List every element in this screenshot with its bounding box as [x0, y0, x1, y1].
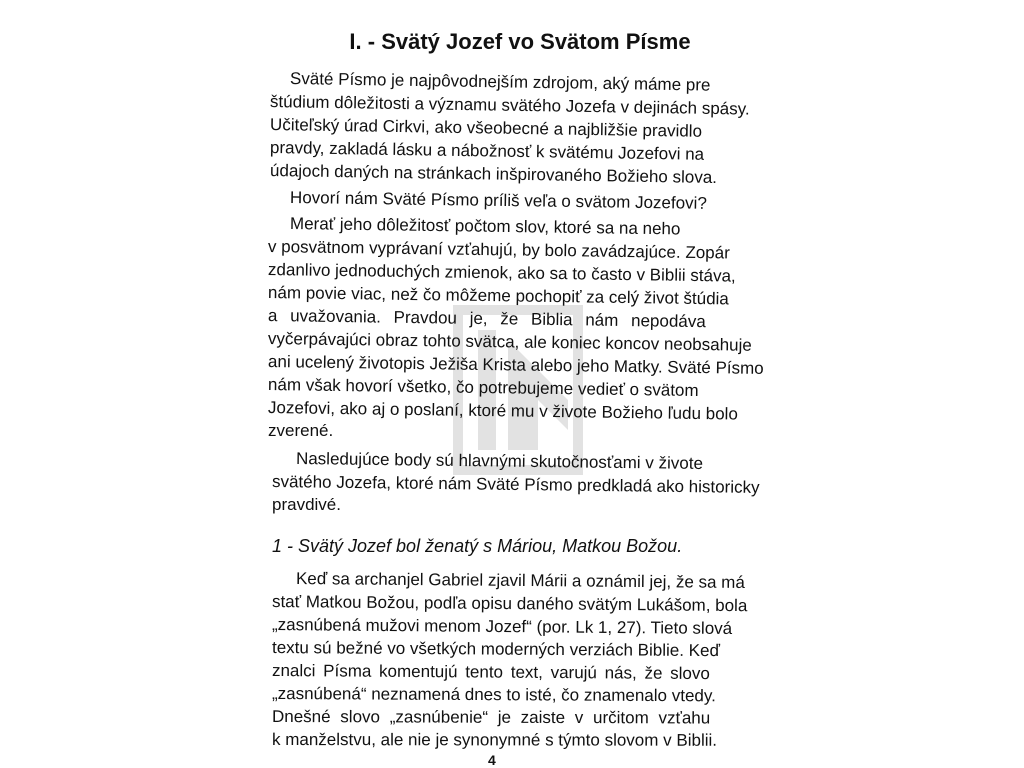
text-line: nám povie viac, než čo môžeme pochopiť za celý život štúdia	[267, 283, 729, 309]
text-line: znalci Písma komentujú tento text, varujú nás, že slovo	[271, 661, 710, 684]
text-line: zdanlivo jednoduchých zmienok, ako sa to často v Biblii stáva,	[267, 260, 736, 286]
text-line: k manželstvu, ale nie je synonymné s týmto slovom v Biblii.	[271, 730, 718, 750]
text-line: Dnešné slovo „zasnúbenie“ je zaiste v určitom vzťahu	[271, 707, 711, 728]
text-line: Sväté Písmo je najpôvodnejším zdrojom, aký máme pre	[289, 69, 711, 95]
text-line: stať Matkou Božou, podľa opisu daného svätým Lukášom, bola	[271, 592, 748, 616]
chapter-title: I. - Svätý Jozef vo Svätom Písme	[349, 29, 691, 54]
text-line: Merať jeho dôležitosť počtom slov, ktoré sa na neho	[289, 214, 681, 239]
text-line: vyčerpávajúci obraz tohto svätca, ale koniec koncov neobsahuje	[267, 329, 752, 355]
text-line: a uvažovania. Pravdou je, že Biblia nám nepodáva	[267, 306, 706, 332]
text-line: Nasledujúce body sú hlavnými skutočnosťami v živote	[295, 449, 704, 473]
text-line: „zasnúbená“ neznamená dnes to isté, čo znamenalo vtedy.	[271, 684, 716, 706]
text-line: Učiteľský úrad Cirkvi, ako všeobecné a najbližšie pravidlo	[269, 115, 703, 141]
text-line: svätého Jozefa, ktoré nám Sväté Písmo predkladá ako historicky	[271, 472, 760, 497]
text-line: zverené.	[268, 421, 334, 440]
text-line: nám však hovorí všetko, čo potrebujeme vedieť o svätom	[267, 375, 699, 401]
text-line: v posvätnom vyprávaní vzťahujú, by bolo zavádzajúce. Zopár	[267, 237, 730, 263]
section-heading: 1 - Svätý Jozef bol ženatý s Máriou, Matkou Božou.	[272, 536, 683, 556]
text-line: pravdy, zakladá lásku a nábožnosť k svätému Jozefovi na	[269, 138, 705, 164]
text-line: textu sú bežné vo všetkých moderných verziách Biblie. Keď	[271, 638, 721, 661]
text-line: ani ucelený životopis Ježiša Krista alebo jeho Matky. Sväté Písmo	[267, 352, 764, 378]
text-line: štúdium dôležitosti a významu svätého Jozefa v dejinách spásy.	[269, 92, 750, 119]
text-line: Hovorí nám Sväté Písmo príliš veľa o svätom Jozefovi?	[289, 188, 708, 213]
text-line: Keď sa archanjel Gabriel zjavil Márii a oznámil jej, že sa má	[295, 569, 745, 592]
page-number: 4	[488, 752, 496, 768]
text-line: pravdivé.	[272, 495, 341, 514]
text-line: „zasnúbená mužovi menom Jozef“ (por. Lk 1, 27). Tieto slová	[271, 615, 733, 639]
text-line: údajoch daných na stránkach inšpirovaného Božieho slova.	[269, 161, 718, 188]
text-line: Jozefovi, ako aj o poslaní, ktoré mu v živote Božieho ľudu bolo	[267, 398, 738, 424]
